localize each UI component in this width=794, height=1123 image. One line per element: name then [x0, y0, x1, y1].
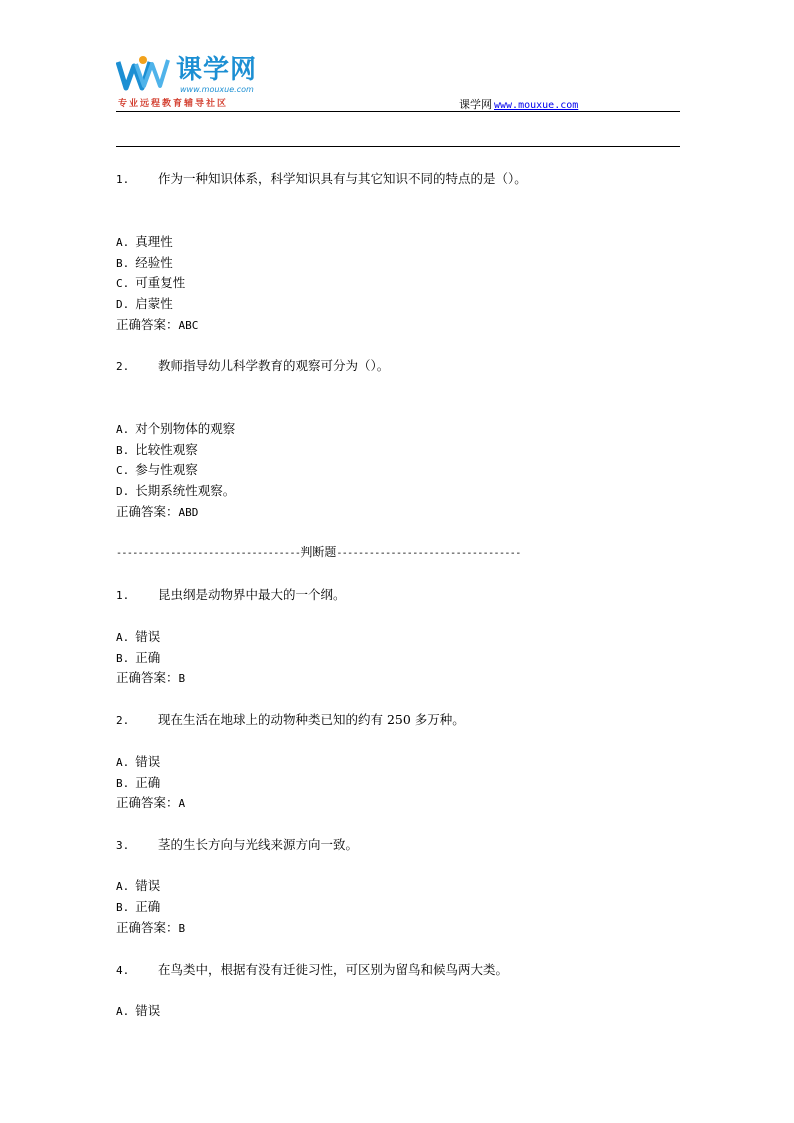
question-text: 作为一种知识体系，科学知识具有与其它知识不同的特点的是（）。 [158, 171, 527, 186]
divider-dashes-left: ---------------------------------- [116, 548, 301, 559]
option-letter: A. [116, 631, 130, 644]
answer-value: A [178, 797, 186, 810]
question-line [116, 837, 358, 854]
section-title: 判断题 [300, 545, 337, 559]
option-item [116, 629, 160, 646]
answer-label: 正确答案： [116, 317, 179, 332]
option-item [116, 462, 198, 479]
logo-mark-icon [116, 54, 172, 94]
option-item [116, 775, 160, 792]
option-text: 启蒙性 [135, 296, 173, 311]
question-line [116, 358, 389, 375]
option-item [116, 878, 160, 895]
question-line [116, 587, 346, 604]
question-line [116, 962, 508, 979]
option-text: 正确 [135, 650, 161, 665]
option-letter: B. [116, 444, 130, 457]
option-text: 错误 [135, 1003, 161, 1018]
header-rule [116, 111, 680, 112]
option-letter: B. [116, 777, 130, 790]
header-site-link[interactable]: www.mouxue.com [494, 100, 579, 111]
answer-value: ABC [178, 319, 199, 332]
answer-label: 正确答案： [116, 795, 179, 810]
header-site-name: 课学网 [459, 98, 492, 111]
answer-line [116, 670, 185, 687]
option-letter: A. [116, 1005, 130, 1018]
option-item [116, 483, 235, 500]
logo-name: 课学网 [176, 55, 258, 85]
option-text: 经验性 [135, 255, 173, 270]
option-letter: D. [116, 485, 130, 498]
option-item [116, 234, 173, 251]
question-number: 1. [116, 589, 130, 602]
option-letter: C. [116, 277, 130, 290]
option-item [116, 275, 185, 292]
option-item [116, 296, 173, 313]
answer-line [116, 920, 185, 937]
option-text: 长期系统性观察。 [135, 483, 236, 498]
question-text: 昆虫纲是动物界中最大的一个纲。 [158, 587, 346, 602]
option-letter: C. [116, 464, 130, 477]
answer-label: 正确答案： [116, 670, 179, 685]
answer-line [116, 504, 198, 521]
site-logo [116, 54, 286, 110]
option-text: 参与性观察 [135, 462, 198, 477]
option-text: 错误 [135, 754, 161, 769]
option-item [116, 442, 198, 459]
option-text: 真理性 [135, 234, 173, 249]
option-letter: B. [116, 652, 130, 665]
option-item [116, 421, 235, 438]
option-text: 错误 [135, 878, 161, 893]
answer-line [116, 795, 185, 812]
option-letter: A. [116, 236, 130, 249]
option-item [116, 255, 173, 272]
option-letter: B. [116, 257, 130, 270]
option-letter: A. [116, 756, 130, 769]
option-text: 对个别物体的观察 [135, 421, 236, 436]
question-number: 3. [116, 839, 130, 852]
question-number: 2. [116, 360, 130, 373]
option-text: 正确 [135, 775, 161, 790]
question-text: 教师指导幼儿科学教育的观察可分为（）。 [158, 358, 390, 373]
option-item [116, 1003, 160, 1020]
option-letter: B. [116, 901, 130, 914]
section-divider [116, 543, 521, 560]
question-line [116, 171, 527, 188]
option-text: 比较性观察 [135, 442, 198, 457]
option-letter: A. [116, 880, 130, 893]
logo-url: www.mouxue.com [180, 85, 254, 94]
content-top-rule [116, 146, 680, 147]
answer-value: ABD [178, 506, 199, 519]
option-item [116, 650, 160, 667]
option-letter: D. [116, 298, 130, 311]
question-number: 1. [116, 173, 130, 186]
answer-label: 正确答案： [116, 504, 179, 519]
question-text: 在鸟类中，根据有没有迁徙习性，可区别为留鸟和候鸟两大类。 [158, 962, 509, 977]
header-site-info [459, 96, 578, 112]
answer-value: B [178, 922, 186, 935]
option-item [116, 899, 160, 916]
answer-value: B [178, 672, 186, 685]
divider-dashes-right: ---------------------------------- [336, 548, 521, 559]
question-text: 茎的生长方向与光线来源方向一致。 [158, 837, 359, 852]
question-text: 现在生活在地球上的动物种类已知的约有 250 多万种。 [158, 712, 465, 727]
question-number: 2. [116, 714, 130, 727]
option-text: 错误 [135, 629, 161, 644]
answer-line [116, 317, 198, 334]
logo-slogan: 专业远程教育辅导社区 [118, 99, 229, 109]
question-line [116, 712, 465, 729]
option-letter: A. [116, 423, 130, 436]
option-text: 可重复性 [135, 275, 186, 290]
option-text: 正确 [135, 899, 161, 914]
option-item [116, 754, 160, 771]
answer-label: 正确答案： [116, 920, 179, 935]
question-number: 4. [116, 964, 130, 977]
